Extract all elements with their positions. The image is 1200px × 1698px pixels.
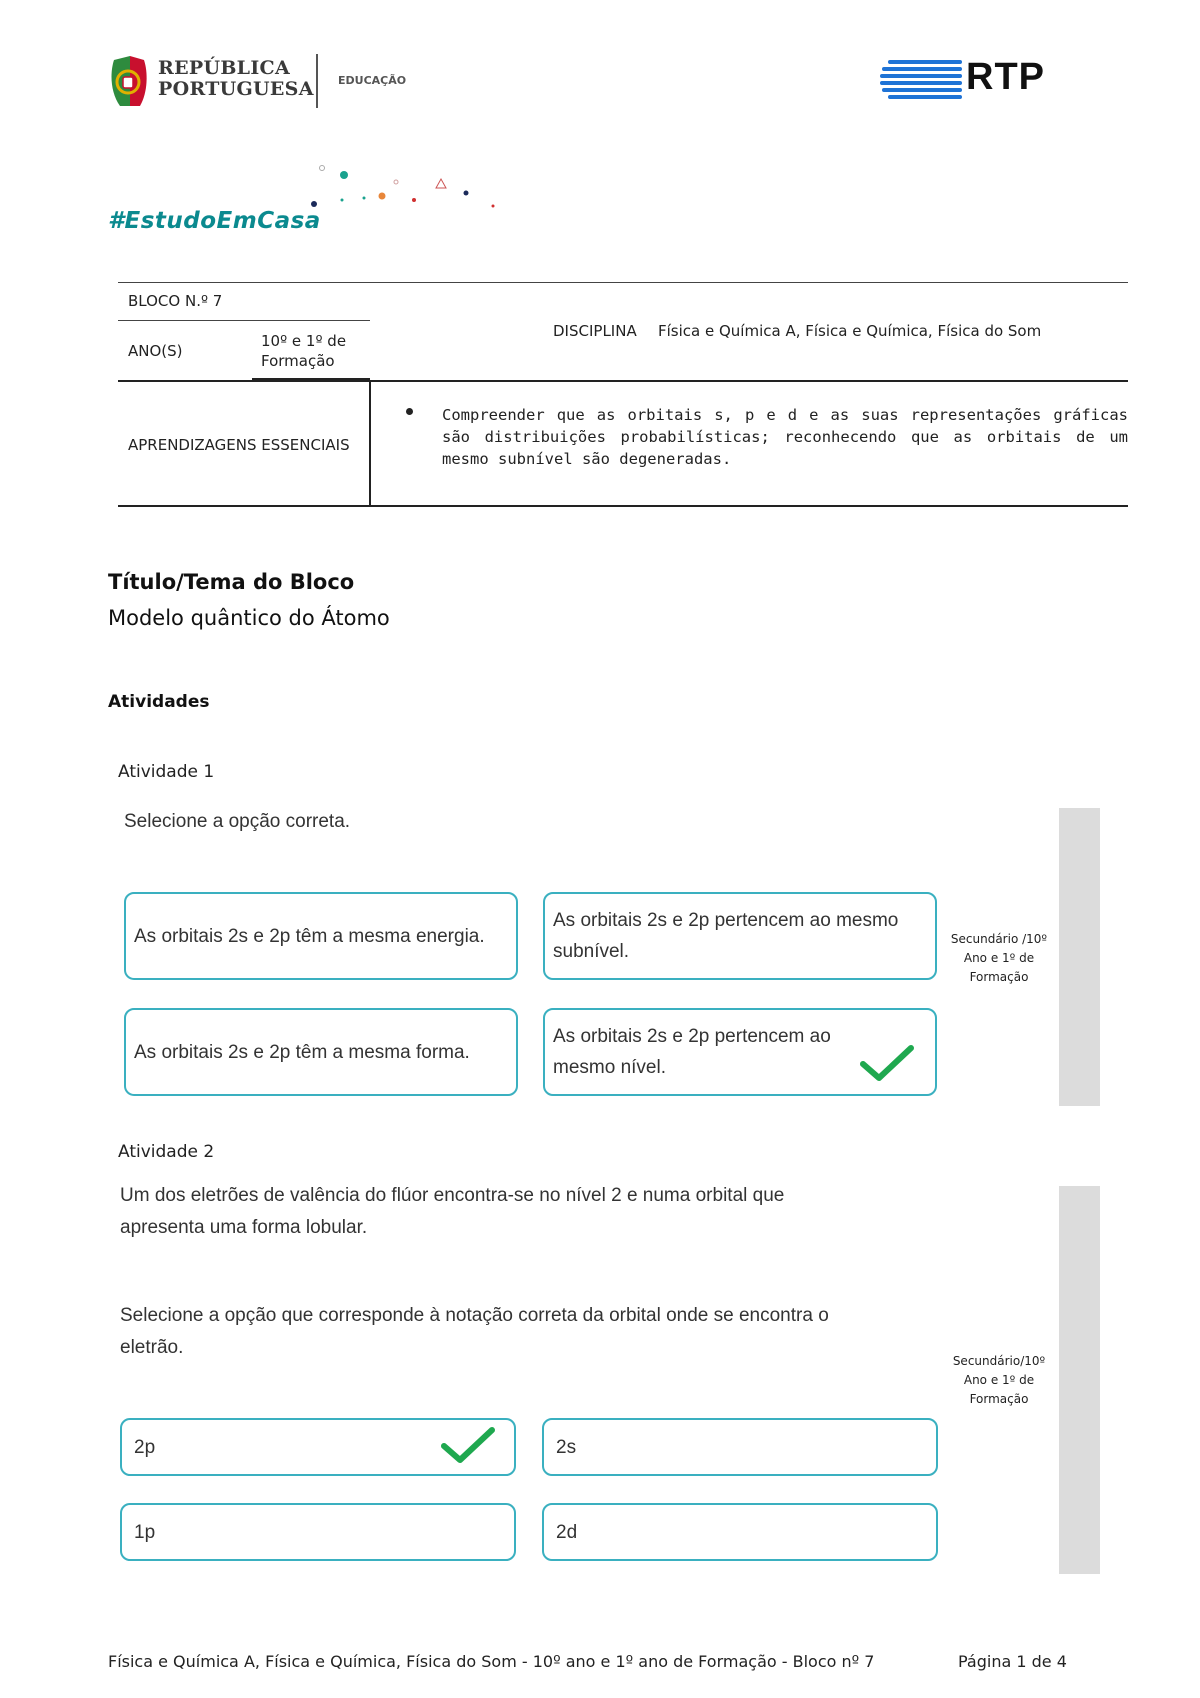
rtp-logo-text: RTP [966, 56, 1045, 98]
republica-portuguesa-logo [108, 52, 408, 112]
activity1-level-tag [944, 930, 1054, 987]
coat-of-arms-icon [108, 52, 150, 110]
rtp-stripes-icon [880, 58, 964, 102]
level-tag-line1: Secundário/10º [952, 1354, 1046, 1368]
option-text: As orbitais [553, 910, 647, 931]
option-text: 2s [556, 1436, 577, 1458]
page-number: Página 1 de 4 [958, 1652, 1067, 1671]
option-text: e [248, 1041, 270, 1063]
logo-divider [316, 54, 318, 108]
activity2-prompt [120, 1180, 960, 1364]
ano-value-line1: 10º e 1º de [261, 332, 347, 350]
ano-value-line2: Formação [261, 352, 335, 370]
activity2-option-a[interactable] [120, 1418, 516, 1476]
table-thick-divider [118, 380, 1128, 382]
level-tag-line2: Ano e 1º de [963, 951, 1035, 965]
activity1-option-d[interactable] [543, 1008, 937, 1096]
option-text: pertencem ao mesmo subnível. [553, 910, 899, 962]
table-vertical-divider [369, 381, 371, 506]
hashtag-estudo-em-casa: #EstudoEmCasa [108, 208, 321, 234]
activity2-option-c[interactable] [120, 1503, 516, 1561]
rtp-logo [880, 58, 1060, 102]
activities-heading: Atividades [108, 692, 210, 712]
option-text: As orbitais [134, 1041, 228, 1063]
table-bottom-border [118, 505, 1128, 507]
activity1-label: Atividade 1 [118, 762, 215, 782]
disciplina-label: DISCIPLINA [553, 322, 637, 340]
aprendizagens-label: APRENDIZAGENS ESSENCIAIS [128, 436, 350, 454]
gov-logo-department: EDUCAÇÃO [338, 74, 407, 87]
bloco-label: BLOCO N.º 7 [128, 292, 223, 310]
ano-label: ANO(S) [128, 342, 183, 360]
activity2-prompt-line4: eletrão. [120, 1337, 184, 1358]
activity2-side-bar [1059, 1186, 1100, 1574]
option-text: e [667, 1026, 689, 1047]
option-code: 2p [269, 925, 291, 947]
gov-logo-line2: PORTUGUESA [158, 78, 314, 100]
option-code: 2s [227, 925, 249, 947]
activity1-prompt: Selecione a opção correta. [124, 811, 351, 832]
option-text: têm a mesma energia. [290, 925, 485, 947]
activity1-side-bar [1059, 808, 1100, 1106]
level-tag-line1: Secundário /10º [950, 932, 1048, 946]
footer-text: Física e Química A, Física e Química, Física do Som - 10º ano e 1º ano de Formação - Bloco nº 7 [108, 1652, 875, 1671]
gov-logo-text [158, 58, 314, 100]
activity1-option-a[interactable] [124, 892, 518, 980]
option-text: 2p [134, 1436, 156, 1458]
option-code: 2p [688, 1026, 710, 1047]
option-text: 1p [134, 1521, 156, 1543]
level-tag-line3: Formação [969, 1392, 1029, 1406]
option-text: pertencem ao mesmo nível. [553, 1026, 831, 1078]
option-text: e [667, 910, 689, 931]
activity1-option-b[interactable] [543, 892, 937, 980]
activity2-prompt-line2: apresenta uma forma lobular. [120, 1217, 368, 1238]
level-tag-line3: Formação [969, 970, 1029, 984]
activity2-label: Atividade 2 [118, 1142, 215, 1162]
option-code: 2s [646, 1026, 668, 1047]
activity2-prompt-line1: Um dos eletrões de valência do flúor encontra-se no nível 2 e numa orbital que [120, 1185, 785, 1206]
correct-check-icon [859, 1044, 915, 1084]
option-code: 2s [646, 910, 668, 931]
option-text: As orbitais [553, 1026, 647, 1047]
decorative-dots-icon [300, 160, 510, 220]
option-text: e [248, 925, 270, 947]
option-text: 2d [556, 1521, 578, 1543]
table-row-divider [118, 320, 370, 321]
option-text: têm a mesma forma. [290, 1041, 470, 1063]
ano-value [261, 331, 346, 371]
block-title-label: Título/Tema do Bloco [108, 570, 355, 594]
option-code: 2p [269, 1041, 291, 1063]
activity1-option-c[interactable] [124, 1008, 518, 1096]
correct-check-icon [440, 1426, 496, 1466]
activity2-level-tag [944, 1352, 1054, 1409]
disciplina-value: Física e Química A, Física e Química, Física do Som [658, 322, 1042, 340]
bullet-icon [406, 408, 413, 415]
activity2-prompt-line3: Selecione a opção que corresponde à notação correta da orbital onde se encontra o [120, 1305, 829, 1326]
table-top-border [118, 282, 1128, 283]
block-title-value: Modelo quântico do Átomo [108, 606, 390, 630]
option-text: As orbitais [134, 925, 228, 947]
activity2-option-d[interactable] [542, 1503, 938, 1561]
option-code: 2s [227, 1041, 249, 1063]
option-code: 2p [688, 910, 710, 931]
activity2-option-b[interactable] [542, 1418, 938, 1476]
gov-logo-line1: REPÚBLICA [158, 57, 290, 79]
level-tag-line2: Ano e 1º de [963, 1373, 1035, 1387]
aprendizagens-text: Compreender que as orbitais s, p e d e as suas representações gráficas são distribuições probabilísticas; reconhecendo que as orbitais de um mesmo subnível são degeneradas. [442, 406, 1128, 468]
